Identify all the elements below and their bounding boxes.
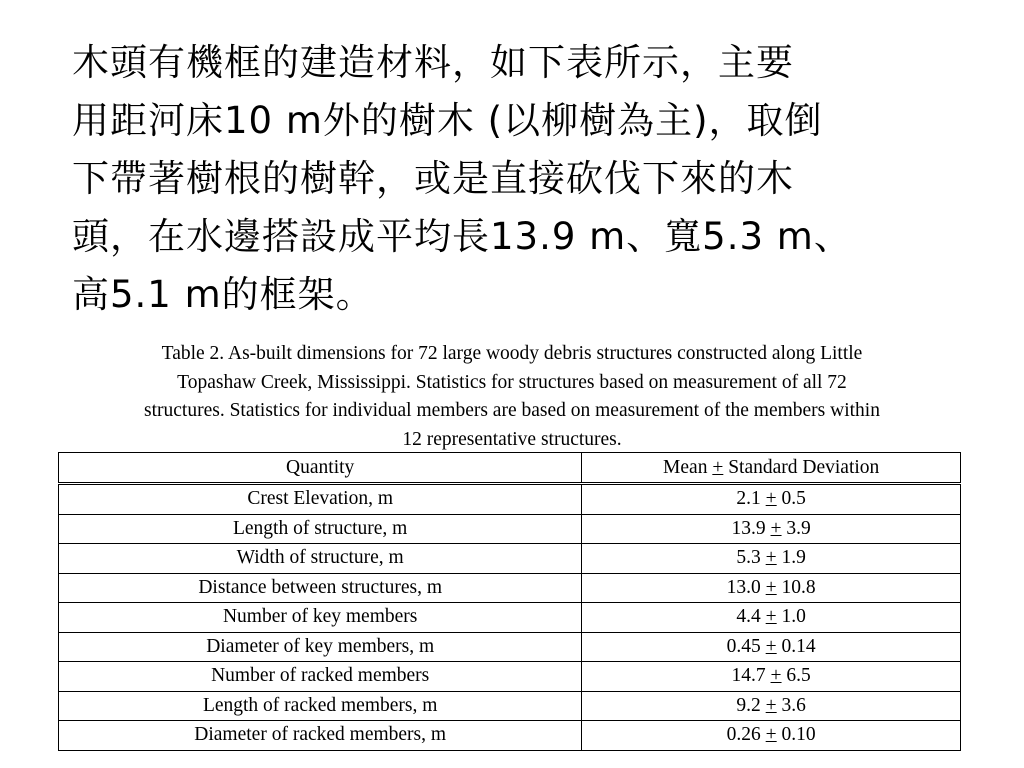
value-cell — [582, 514, 961, 544]
sd-value: 1.0 — [781, 606, 806, 628]
value-cell — [582, 721, 961, 751]
sd-value: 0.5 — [781, 488, 806, 510]
quantity-cell: Diameter of key members, m — [59, 632, 582, 662]
mean-value: 0.45 — [726, 635, 761, 657]
caption-line: structures. Statistics for individual members are based on measurement of the members within — [144, 400, 880, 421]
mean-value: 0.26 — [726, 724, 761, 746]
mean-value: 9.2 — [736, 694, 761, 716]
sd-value: 0.10 — [781, 724, 816, 746]
header-sd-text: Standard Deviation — [723, 456, 880, 478]
quantity-cell: Length of racked members, m — [59, 691, 582, 721]
table-body — [59, 484, 961, 751]
header-mean-text: Mean — [663, 456, 713, 478]
mean-value: 2.1 — [736, 488, 761, 510]
table-row — [59, 721, 961, 751]
quantity-cell: Number of racked members — [59, 662, 582, 692]
mean-value: 14.7 — [731, 665, 766, 687]
quantity-cell: Diameter of racked members, m — [59, 721, 582, 751]
sd-value: 0.14 — [781, 635, 816, 657]
sd-value: 6.5 — [786, 665, 811, 687]
sd-value: 3.9 — [786, 517, 811, 539]
table-header-row — [59, 453, 961, 484]
caption-line: Table 2. As-built dimensions for 72 large woody debris structures constructed along Little — [161, 343, 863, 364]
sd-value: 3.6 — [781, 694, 806, 716]
quantity-cell: Width of structure, m — [59, 544, 582, 574]
paragraph-line: 頭，在水邊搭設成平均長13.9 m、寬5.3 m、 — [72, 215, 852, 258]
sd-value: 10.8 — [781, 576, 816, 598]
table-row — [59, 514, 961, 544]
value-cell — [582, 662, 961, 692]
table-row — [59, 662, 961, 692]
plus-minus-symbol: + — [765, 547, 777, 569]
table-row — [59, 484, 961, 515]
statistic-column-header — [582, 453, 961, 484]
table-row — [59, 603, 961, 633]
intro-paragraph — [72, 34, 972, 324]
value-cell — [582, 603, 961, 633]
mean-value: 13.0 — [726, 576, 761, 598]
plus-minus-symbol: + — [770, 665, 782, 687]
plus-minus-symbol: + — [765, 606, 777, 628]
value-cell — [582, 544, 961, 574]
table-row — [59, 632, 961, 662]
sd-value: 1.9 — [781, 547, 806, 569]
value-cell — [582, 484, 961, 515]
mean-value: 5.3 — [736, 547, 761, 569]
plus-minus-symbol: + — [765, 488, 777, 510]
quantity-cell: Crest Elevation, m — [59, 484, 582, 515]
quantity-cell: Number of key members — [59, 603, 582, 633]
plus-minus-symbol: + — [770, 517, 782, 539]
mean-value: 4.4 — [736, 606, 761, 628]
paragraph-line: 下帶著樹根的樹幹，或是直接砍伐下來的木 — [72, 157, 794, 200]
caption-line: 12 representative structures. — [402, 428, 622, 450]
value-cell — [582, 632, 961, 662]
dimensions-table — [58, 452, 961, 751]
table-row — [59, 544, 961, 574]
table-row — [59, 691, 961, 721]
table-caption — [30, 340, 994, 454]
table-row — [59, 573, 961, 603]
value-cell — [582, 691, 961, 721]
paragraph-line: 用距河床10 m外的樹木 (以柳樹為主)，取倒 — [72, 99, 823, 142]
value-cell — [582, 573, 961, 603]
plus-minus-symbol: + — [765, 694, 777, 716]
paragraph-line: 高5.1 m的框架。 — [72, 273, 374, 316]
mean-value: 13.9 — [731, 517, 766, 539]
quantity-column-header: Quantity — [59, 453, 582, 484]
quantity-cell: Distance between structures, m — [59, 573, 582, 603]
caption-line: Topashaw Creek, Mississippi. Statistics for structures based on measurement of all 72 — [177, 371, 847, 393]
paragraph-line: 木頭有機框的建造材料，如下表所示，主要 — [72, 41, 794, 84]
plus-minus-symbol: + — [765, 576, 777, 598]
quantity-cell: Length of structure, m — [59, 514, 582, 544]
plus-minus-symbol: + — [712, 456, 724, 478]
plus-minus-symbol: + — [765, 635, 777, 657]
plus-minus-symbol: + — [765, 724, 777, 746]
